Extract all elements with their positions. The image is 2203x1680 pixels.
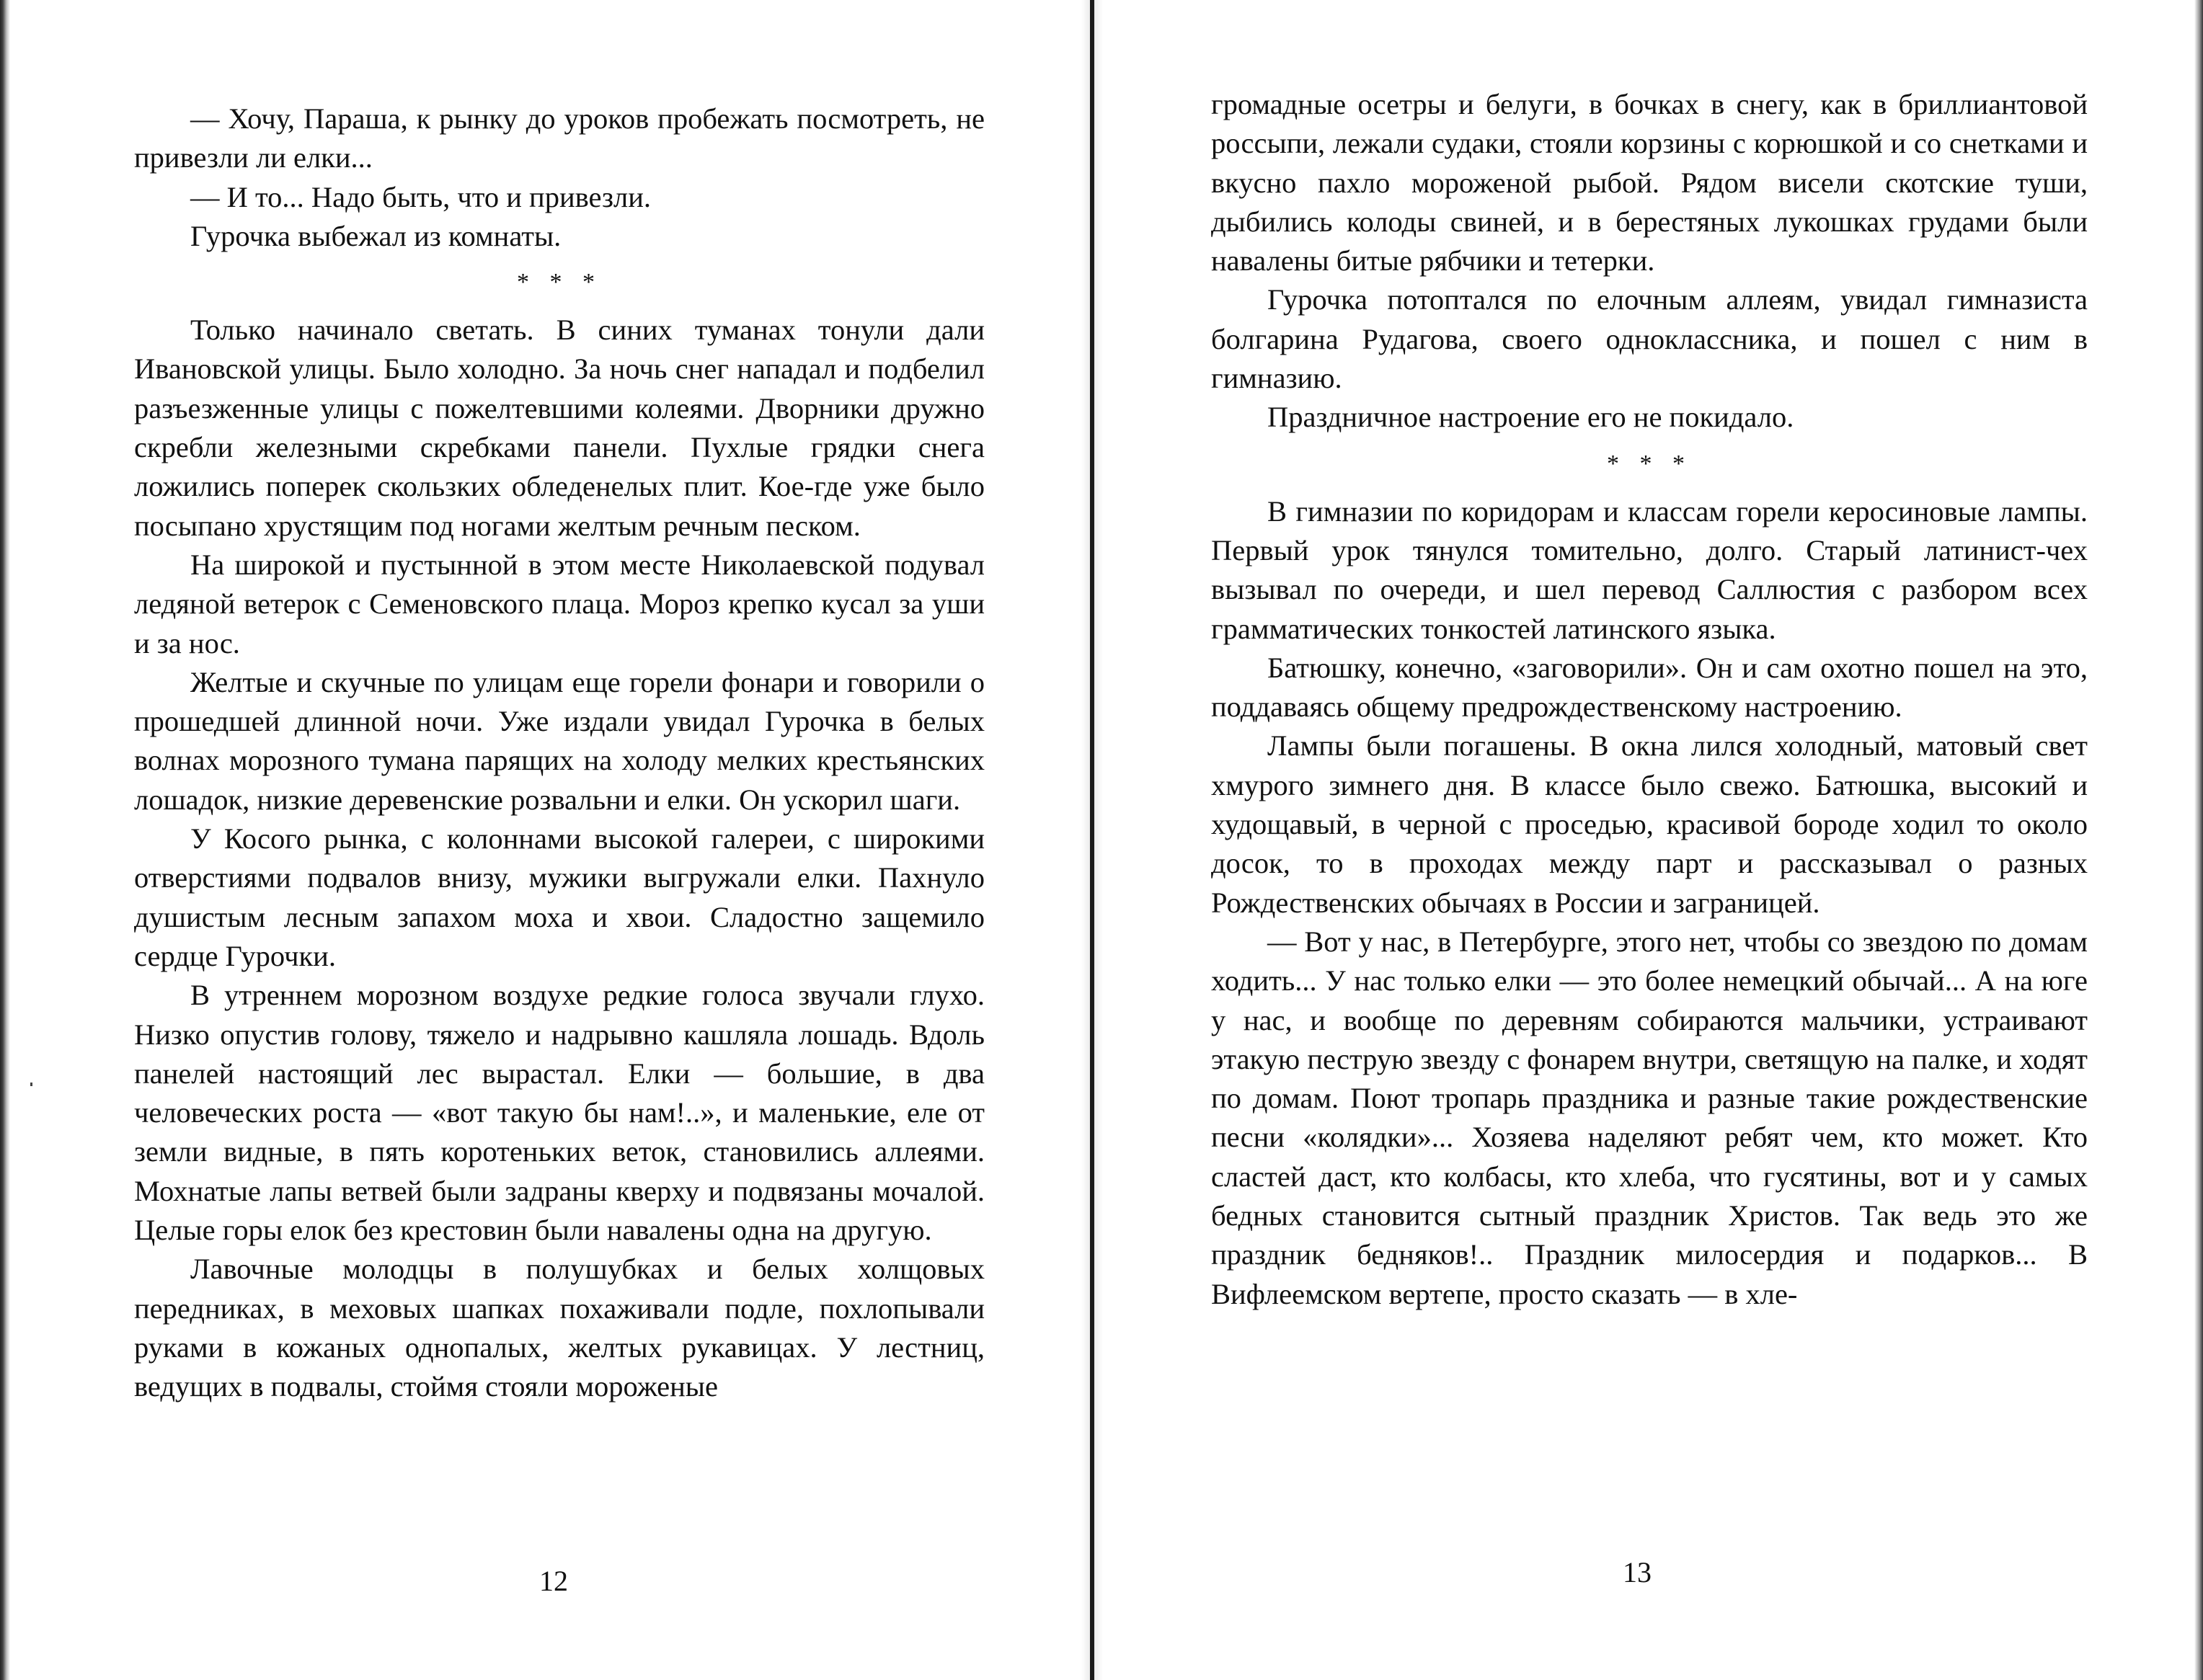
paragraph: Лампы были погашены. В окна лился холодный, матовый свет хмурого зимнего дня. В классе было свежо. Батюшка, высокий и худощавый, в черной с проседью, красивой бороде ходил то около досок, то в проходах между парт и рассказывал о разных Рождественских обычаях в России и заграницей.: [1211, 729, 2088, 919]
paragraph: Гурочка выбежал из комнаты.: [190, 219, 562, 252]
scan-speck: [30, 1083, 32, 1086]
paragraph: На широкой и пустынной в этом месте Николаевской подувал ледяной ветерок с Семеновского плаца. Мороз крепко кусал за уши и за нос.: [134, 548, 985, 659]
paragraph: Лавочные молодцы в полушубках и белых холщовых передниках, в меховых шапках похаживали подле, похлопывали руками в кожаных однопалых, желтых рукавицах. У лестниц, ведущих в подвалы, стоймя стояли мороженые: [134, 1253, 985, 1403]
page-number: 12: [539, 1565, 568, 1597]
paragraph: громадные осетры и белуги, в бочках в снегу, как в бриллиантовой россыпи, лежали судаки, стояли корзины с корюшкой и со снетками и вкусно пахло мороженой рыбой. Рядом висели скотские туши, дыбились колоды свиней, и в берестяных лукошках грудами были навалены битые рябчики и тетерки.: [1211, 88, 2088, 277]
page-number: 13: [1623, 1556, 1652, 1588]
section-separator: * * *: [1607, 450, 1692, 477]
paragraph: — Хочу, Параша, к рынку до уроков пробежать посмотреть, не привезли ли елки...: [134, 102, 985, 174]
left-page-text: [134, 99, 985, 1407]
left-page: [0, 0, 1090, 1680]
right-page-text: [1211, 85, 2088, 1314]
paragraph: — И то... Надо быть, что и привезли.: [190, 180, 652, 213]
right-page: [1094, 0, 2203, 1680]
paragraph: Праздничное настроение его не покидало.: [1267, 401, 1794, 434]
paragraph: В гимназии по коридорам и классам горели керосиновые лампы. Первый урок тянулся томительно, долго. Старый латинист-чех вызывал по очереди, и шел перевод Саллюстия с разбором всех грамматических тонкостей латинского языка.: [1211, 494, 2088, 645]
paragraph: Гурочка потоптался по елочным аллеям, увидал гимназиста болгарина Рудагова, своего одноклассника, и пошел с ним в гимназию.: [1211, 283, 2088, 395]
paragraph: Батюшку, конечно, «заговорили». Он и сам охотно пошел на это, поддаваясь общему предрождественскому настроению.: [1211, 651, 2088, 724]
section-separator: * * *: [517, 269, 602, 296]
paragraph: Желтые и скучные по улицам еще горели фонари и говорили о прошедшей длинной ночи. Уже издали увидал Гурочка в белых волнах морозного тумана парящих на холоду мелких крестьянских лошадок, низкие деревенские розвальни и елки. Он ускорил шаги.: [134, 665, 985, 816]
paragraph: Только начинало светать. В синих туманах тонули дали Ивановской улицы. Было холодно. За ночь снег нападал и подбелил разъезженные улицы с пожелтевшими колеями. Дворники дружно скребли железными скребками панели. Пухлые грядки снега ложились поперек скользких обледенелых плит. Кое-где уже было посыпано хрустящим под ногами желтым речным песком.: [134, 314, 985, 542]
paragraph: — Вот у нас, в Петербурге, этого нет, чтобы со звездою по домам ходить... У нас только елки — это более немецкий обычай... А на юге у нас, и вообще по деревням собираются мальчики, устраивают этакую пеструю звезду с фонарем внутри, светящую на палке, и ходят по домам. Поют тропарь праздника и разные такие рождественские песни «колядки»... Хозяева наделяют ребят чем, кто может. Кто сластей даст, кто колбасы, кто хлеба, что гусятины, вот и у самых бедных становится сытный праздник Христов. Так ведь это же праздник бедняков!.. Праздник милосердия и подарков... В Вифлеемском вертепе, просто сказать — в хле-: [1211, 925, 2088, 1310]
paragraph: В утреннем морозном воздухе редкие голоса звучали глухо. Низко опустив голову, тяжело и надрывно кашляла лошадь. Вдоль панелей настоящий лес вырастал. Елки — большие, в два человеческих роста — «вот такую бы нам!..», и маленькие, еле от земли видные, в пять коротеньких веток, становились аллеями. Мохнатые лапы ветвей были задраны кверху и подвязаны мочалой. Целые горы елок без крестовин были навалены одна на другую.: [134, 979, 985, 1247]
paragraph: У Косого рынка, с колоннами высокой галереи, с широкими отверстиями подвалов внизу, мужики выгружали елки. Пахнуло душистым лесным запахом моха и хвои. Сладостно защемило сердце Гурочки.: [134, 822, 985, 972]
